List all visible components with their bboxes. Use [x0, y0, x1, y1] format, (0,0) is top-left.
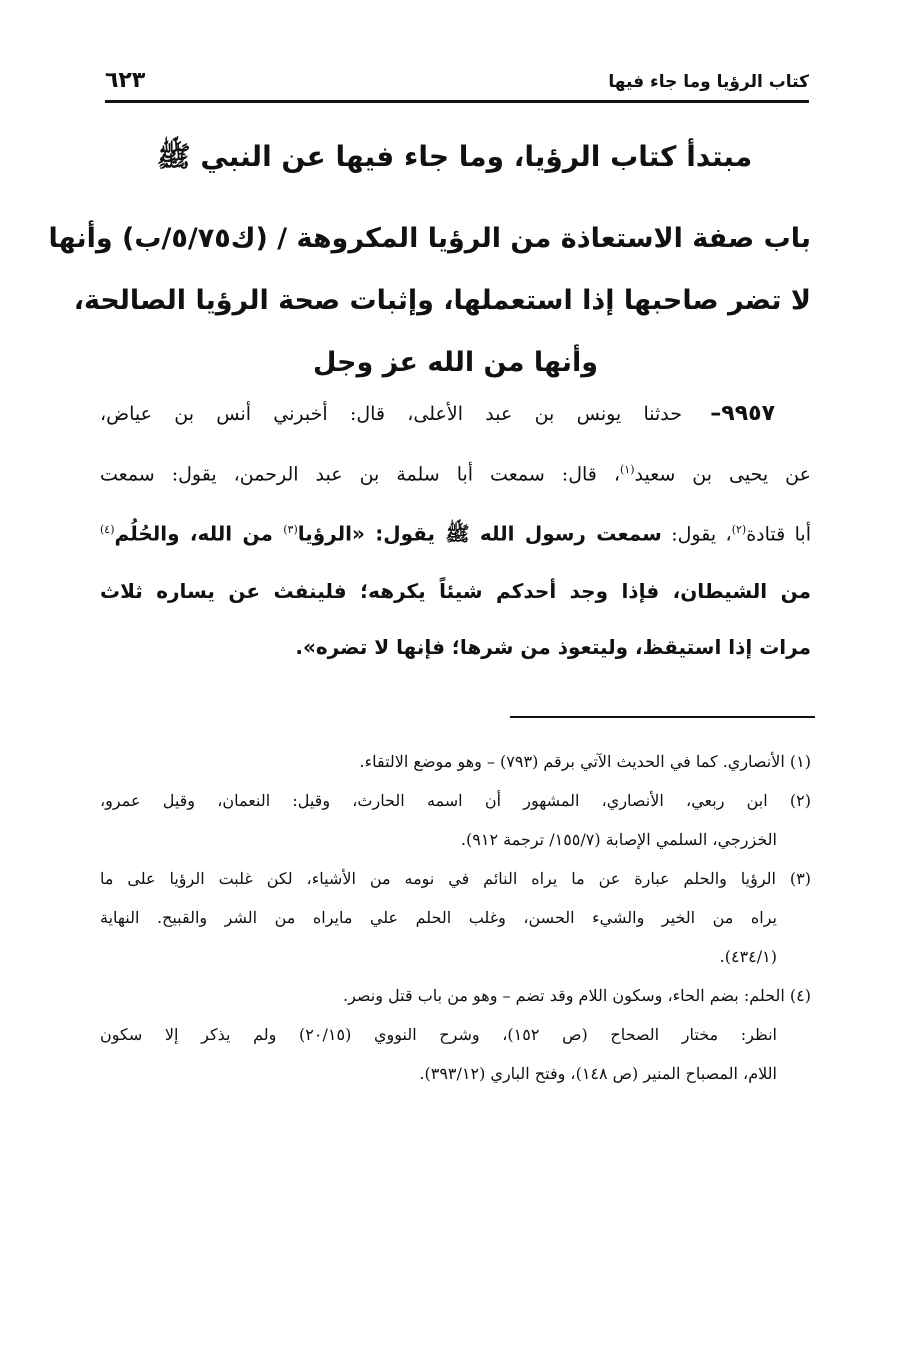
hadith-line	[100, 442, 811, 502]
hadith-chain: عن يحيى بن سعيد	[634, 463, 811, 486]
hadith-matn: من الله، والحُلُم	[114, 521, 284, 546]
footnotes	[100, 742, 811, 1093]
hadith-line	[100, 386, 811, 442]
hadith-line	[100, 502, 811, 562]
hadith-line: مرات إذا استيقظ، وليتعوذ من شرها؛ فإنها لا تضره».	[295, 634, 811, 659]
footnote-ref: (٣)	[283, 523, 298, 537]
hadith-matn: «الرؤيا	[297, 521, 376, 546]
footnote-3-cont: (٤٣٤/١).	[719, 947, 777, 966]
hadith-line: من الشيطان، فإذا وجد أحدكم شيئاً يكرهه؛ فلينفث عن يساره ثلاث	[100, 578, 811, 603]
footnote-4: (٤) الحلم: بضم الحاء، وسكون اللام وقد تضم – وهو من باب قتل ونصر.	[342, 986, 811, 1005]
section-heading-line: لا تضر صاحبها إذا استعملها، وإثبات صحة الرؤيا الصالحة،	[73, 285, 811, 316]
footnote-4-cont: اللام، المصباح المنير (ص ١٤٨)، وفتح الباري (٣٩٣/١٢).	[419, 1064, 777, 1083]
hadith-chain: ، قال: سمعت أبا سلمة بن عبد الرحمن، يقول: سمعت	[100, 463, 620, 486]
hadith-number: ٩٩٥٧–	[710, 401, 776, 426]
running-title: كتاب الرؤيا وما جاء فيها	[608, 72, 809, 92]
chapter-title: مبتدأ كتاب الرؤيا، وما جاء فيها عن النبي ﷺ	[156, 140, 753, 173]
hadith-matn: سمعت رسول الله ﷺ يقول:	[375, 521, 662, 546]
footnote-ref: (١)	[620, 463, 635, 476]
section-heading	[48, 208, 811, 394]
footnote-ref: (٢)	[731, 523, 747, 537]
section-heading-line: وأنها من الله عز وجل	[312, 347, 599, 378]
footnote-3: (٣) الرؤيا والحلم عبارة عن ما يراه النائم في نومه من الأشياء، لكن غلبت الرؤيا على ما	[100, 869, 811, 888]
footnote-4-cont: انظر: مختار الصحاح (ص ١٥٢)، وشرح النووي (٢٠/١٥) ولم يذكر إلا سكون	[100, 1025, 778, 1044]
footnote-2: (٢) ابن ربعي، الأنصاري، المشهور أن اسمه الحارث، وقيل: النعمان، وقيل عمرو،	[100, 791, 811, 810]
footnote-2-cont: الخزرجي، السلمي الإصابة (١٥٥/٧/ ترجمة ٩١٢).	[460, 830, 777, 849]
hadith-text	[100, 386, 811, 675]
footnote-ref: (٤)	[100, 523, 115, 537]
page-number: ٦٢٣	[105, 68, 146, 93]
footnote-3-cont: يراه من الخير والشيء الحسن، وغلب الحلم علي مايراه من الشر والقبيح. النهاية	[100, 908, 777, 927]
hadith-chain: أبا قتادة	[746, 523, 811, 546]
hadith-chain: ، يقول:	[661, 523, 732, 546]
hadith-chain: حدثنا يونس بن عبد الأعلى، قال: أخبرني أنس بن عياض،	[100, 403, 683, 425]
footnote-separator	[510, 716, 815, 718]
running-header	[105, 70, 809, 103]
section-heading-line: باب صفة الاستعاذة من الرؤيا المكروهة / (ك٥/٧٥/ب) وأنها	[48, 223, 811, 254]
footnote-1: (١) الأنصاري. كما في الحديث الآتي برقم (٧٩٣) – وهو موضع الالتقاء.	[359, 752, 811, 771]
